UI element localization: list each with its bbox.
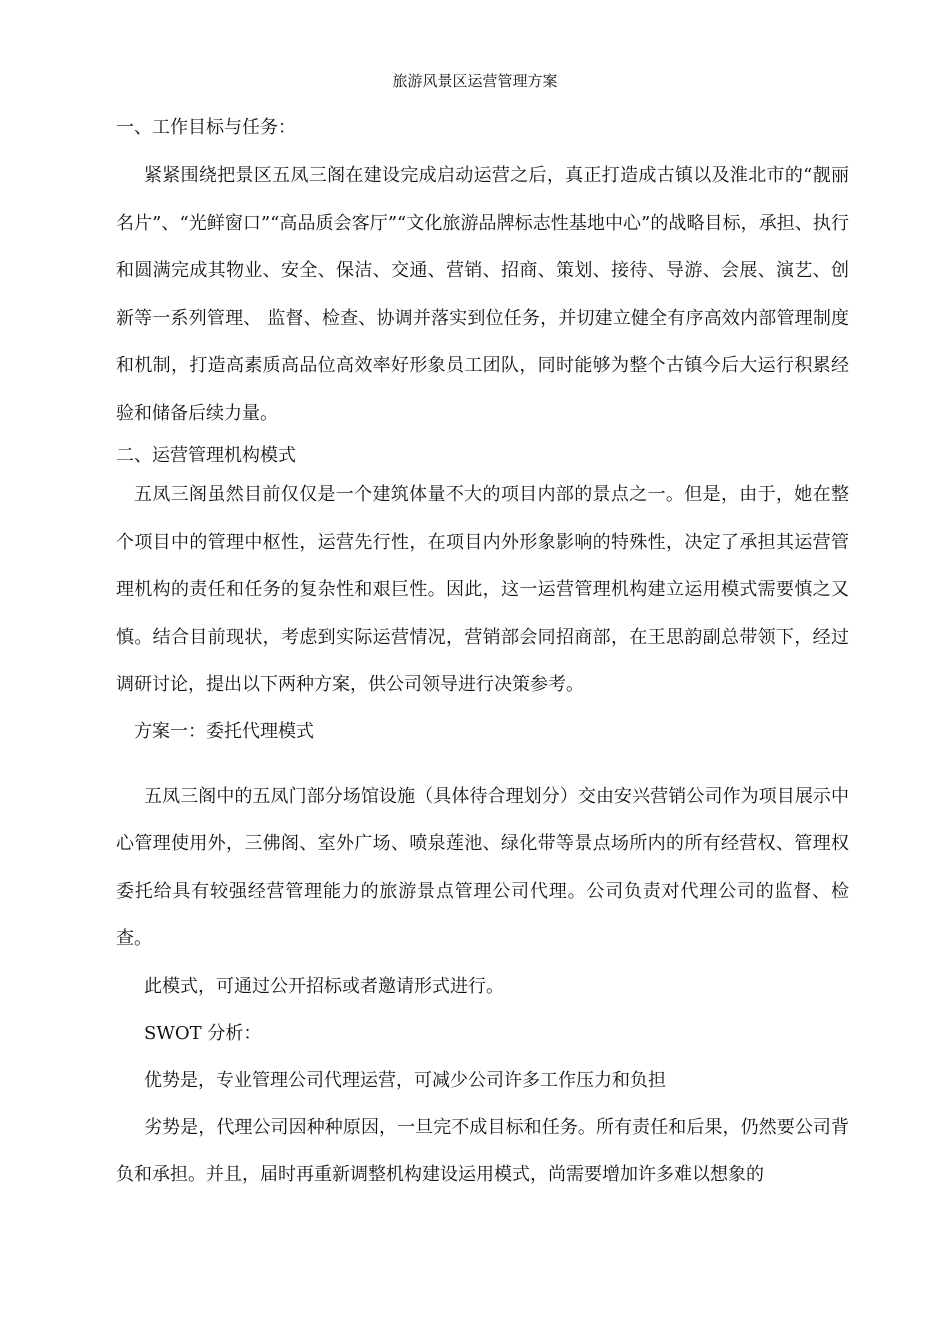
swot-label: SWOT 分析： — [144, 1022, 262, 1044]
section-2-heading: 二、运营管理机构模式 — [116, 445, 296, 466]
section-1-paragraph: 紧紧围绕把景区五凤三阁在建设完成启动运营之后，真正打造成古镇以及淮北市的“靓丽名片”、“光鲜窗口”“高品质会客厅”“文化旅游品牌标志性基地中心”的战略目标，承担、执行和圆满完成其物业、安全、保洁、交通、营销、招商、策划、接待、导游、会展、演艺、创新等一系列管理、 监督、检查、协调并落实到位任务，并切建立健全有序高效内部管理制度和机制，打造高素质高品位高效率好形象员工团队，同时能够为整个古镇今后大运行积累经验和储备后续力量。 — [116, 165, 849, 424]
document-body — [116, 113, 849, 1199]
document-title: 旅游风景区运营管理方案 — [392, 72, 558, 90]
mode-note: 此模式，可通过公开招标或者邀请形式进行。 — [144, 975, 504, 997]
plan-1-heading: 方案一：委托代理模式 — [134, 720, 314, 742]
swot-strength: 优势是，专业管理公司代理运营，可减少公司许多工作压力和负担 — [144, 1069, 666, 1091]
section-2-paragraph: 五凤三阁虽然目前仅仅是一个建筑体量不大的项目内部的景点之一。但是，由于，她在整个项目中的管理中枢性，运营先行性，在项目内外形象影响的特殊性，决定了承担其运营管理机构的责任和任务的复杂性和艰巨性。因此，这一运营管理机构建立运用模式需要慎之又慎。结合目前现状，考虑到实际运营情况，营销部会同招商部，在王思韵副总带领下，经过调研讨论，提出以下两种方案，供公司领导进行决策参考。 — [116, 484, 849, 695]
plan-1-paragraph: 五凤三阁中的五凤门部分场馆设施（具体待合理划分）交由安兴营销公司作为项目展示中心管理使用外，三佛阁、室外广场、喷泉莲池、绿化带等景点场所内的所有经营权、管理权委托给具有较强经营管理能力的旅游景点管理公司代理。公司负责对代理公司的监督、检查。 — [116, 785, 849, 949]
swot-weakness: 劣势是，代理公司因种种原因，一旦完不成目标和任务。所有责任和后果，仍然要公司背负和承担。并且，届时再重新调整机构建设运用模式，尚需要增加许多难以想象的 — [116, 1116, 849, 1185]
section-1-heading: 一、工作目标与任务： — [116, 117, 296, 138]
